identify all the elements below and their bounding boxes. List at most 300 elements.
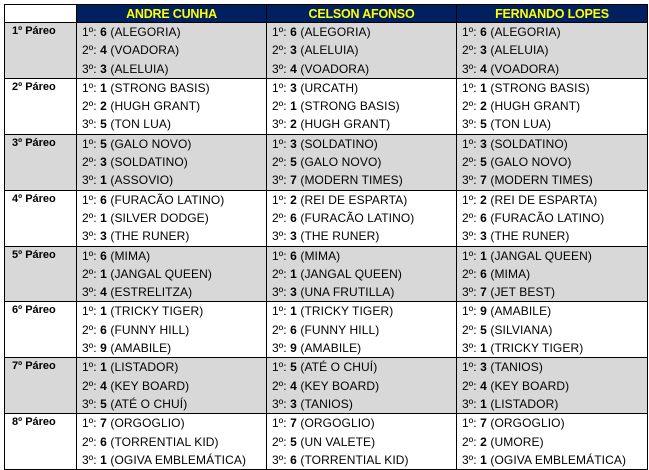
tip-cell	[267, 134, 457, 190]
horse-number: 3	[480, 360, 487, 375]
tip-cell	[267, 190, 457, 246]
tip-line	[457, 135, 647, 153]
race-row	[5, 358, 648, 414]
place-label: 3º:	[82, 285, 97, 300]
tip-line	[267, 339, 456, 357]
tip-line	[457, 79, 647, 97]
tip-line	[77, 97, 266, 115]
place-label: 2º:	[272, 210, 287, 225]
place-label: 3º:	[272, 396, 287, 411]
horse-name: (MIMA)	[110, 248, 151, 263]
horse-name: (ALELUIA)	[110, 61, 169, 76]
tip-line	[267, 227, 456, 245]
horse-name: (STRONG BASIS)	[490, 80, 590, 95]
tip-cell	[457, 414, 648, 470]
place-label: 1º:	[82, 416, 97, 431]
place-label: 3º:	[462, 341, 477, 356]
tip-line	[457, 339, 647, 357]
tip-line	[267, 247, 456, 265]
horse-number: 6	[290, 248, 297, 263]
horse-name: (VOADORA)	[110, 43, 180, 58]
tip-line	[457, 115, 647, 133]
race-row	[5, 246, 648, 302]
tip-line	[77, 433, 266, 451]
horse-number: 7	[290, 416, 297, 431]
tip-line	[457, 227, 647, 245]
horse-name: (OGIVA EMBLEMÁTICA)	[490, 452, 627, 467]
tip-line	[267, 115, 456, 133]
horse-name: (TORRENTIAL KID)	[300, 452, 409, 467]
race-label: 3º Páreo	[5, 134, 77, 190]
tip-cell	[267, 414, 457, 470]
place-label: 3º:	[272, 229, 287, 244]
horse-number: 5	[100, 136, 107, 151]
horse-name: (SILVIANA)	[490, 322, 553, 337]
place-label: 3º:	[462, 285, 477, 300]
horse-number: 6	[480, 210, 487, 225]
column-header: ANDRE CUNHA	[77, 5, 267, 23]
tip-line	[457, 265, 647, 283]
tip-line	[267, 41, 456, 59]
horse-name: (THE RUNER)	[300, 229, 380, 244]
tip-cell	[77, 78, 267, 134]
place-label: 3º:	[272, 285, 287, 300]
tip-cell	[77, 190, 267, 246]
horse-number: 9	[480, 304, 487, 319]
horse-name: (GALO NOVO)	[490, 155, 572, 170]
place-label: 1º:	[272, 416, 287, 431]
horse-number: 9	[100, 341, 107, 356]
horse-number: 1	[100, 80, 107, 95]
horse-number: 6	[290, 25, 297, 39]
horse-number: 1	[480, 341, 487, 356]
race-row	[5, 134, 648, 190]
place-label: 2º:	[272, 266, 287, 281]
horse-number: 6	[100, 25, 107, 39]
place-label: 1º:	[82, 248, 97, 263]
horse-name: (JANGAL QUEEN)	[110, 266, 212, 281]
place-label: 2º:	[462, 43, 477, 58]
horse-number: 3	[290, 136, 297, 151]
tip-cell	[77, 414, 267, 470]
horse-name: (MIMA)	[490, 266, 531, 281]
tip-line	[77, 227, 266, 245]
place-label: 3º:	[272, 341, 287, 356]
tip-cell	[77, 246, 267, 302]
tip-cell	[457, 246, 648, 302]
place-label: 2º:	[82, 322, 97, 337]
horse-number: 3	[480, 43, 487, 58]
tip-line	[77, 23, 266, 41]
tip-line	[77, 451, 266, 469]
horse-name: (ALEGORIA)	[110, 25, 181, 39]
horse-number: 4	[480, 378, 487, 393]
place-label: 2º:	[272, 434, 287, 449]
place-label: 1º:	[462, 80, 477, 95]
race-label: 2º Páreo	[5, 78, 77, 134]
tip-cell	[77, 134, 267, 190]
tip-line	[267, 302, 456, 320]
horse-name: (AMABILE)	[300, 341, 362, 356]
horse-number: 3	[290, 229, 297, 244]
place-label: 3º:	[82, 452, 97, 467]
race-row	[5, 23, 648, 79]
place-label: 1º:	[82, 25, 97, 39]
horse-name: (JANGAL QUEEN)	[490, 248, 592, 263]
horse-name: (REI DE ESPARTA)	[300, 192, 408, 207]
horse-number: 6	[290, 210, 297, 225]
place-label: 1º:	[462, 136, 477, 151]
place-label: 2º:	[82, 210, 97, 225]
horse-number: 7	[290, 173, 297, 188]
horse-number: 1	[100, 173, 107, 188]
horse-name: (OGIVA EMBLEMÁTICA)	[110, 452, 247, 467]
horse-number: 7	[480, 173, 487, 188]
horse-number: 5	[480, 117, 487, 132]
place-label: 2º:	[82, 266, 97, 281]
horse-number: 6	[290, 452, 297, 467]
horse-number: 6	[100, 248, 107, 263]
horse-name: (VOADORA)	[300, 61, 370, 76]
horse-name: (FUNNY HILL)	[300, 322, 380, 337]
horse-number: 6	[480, 25, 487, 39]
tip-cell	[457, 134, 648, 190]
horse-name: (LISTADOR)	[490, 396, 559, 411]
tip-line	[267, 377, 456, 395]
horse-number: 5	[290, 434, 297, 449]
place-label: 2º:	[272, 155, 287, 170]
horse-name: (AMABILE)	[110, 341, 172, 356]
place-label: 1º:	[272, 25, 287, 39]
tip-line	[457, 302, 647, 320]
horse-number: 7	[100, 416, 107, 431]
horse-name: (SILVER DODGE)	[110, 210, 209, 225]
horse-number: 2	[480, 192, 487, 207]
place-label: 3º:	[462, 173, 477, 188]
tip-line	[77, 339, 266, 357]
tip-line	[267, 321, 456, 339]
tip-line	[457, 153, 647, 171]
horse-name: (ALELUIA)	[300, 43, 359, 58]
race-label: 6º Páreo	[5, 302, 77, 358]
tip-line	[77, 321, 266, 339]
place-label: 1º:	[82, 304, 97, 319]
horse-name: (MODERN TIMES)	[490, 173, 593, 188]
tip-line	[267, 283, 456, 301]
horse-number: 4	[290, 61, 297, 76]
horse-number: 3	[290, 80, 297, 95]
horse-number: 1	[480, 248, 487, 263]
horse-number: 4	[290, 378, 297, 393]
horse-name: (TORRENTIAL KID)	[110, 434, 219, 449]
tip-cell	[267, 246, 457, 302]
tip-cell	[267, 23, 457, 79]
horse-name: (KEY BOARD)	[110, 378, 190, 393]
place-label: 1º:	[82, 192, 97, 207]
race-row	[5, 414, 648, 470]
horse-name: (VOADORA)	[490, 61, 560, 76]
place-label: 3º:	[462, 396, 477, 411]
horse-name: (ALEGORIA)	[300, 25, 371, 39]
horse-name: (JANGAL QUEEN)	[300, 266, 402, 281]
horse-name: (THE RUNER)	[490, 229, 570, 244]
horse-number: 1	[100, 266, 107, 281]
place-label: 3º:	[82, 61, 97, 76]
horse-name: (STRONG BASIS)	[300, 99, 400, 114]
place-label: 1º:	[462, 192, 477, 207]
horse-name: (FUNNY HILL)	[110, 322, 190, 337]
tip-cell	[77, 358, 267, 414]
place-label: 3º:	[462, 229, 477, 244]
horse-number: 2	[480, 99, 487, 114]
tip-line	[457, 41, 647, 59]
place-label: 2º:	[272, 43, 287, 58]
horse-name: (FURACÃO LATINO)	[110, 192, 225, 207]
race-label: 4º Páreo	[5, 190, 77, 246]
horse-name: (THE RUNER)	[110, 229, 190, 244]
tip-cell	[457, 190, 648, 246]
horse-name: (ALELUIA)	[490, 43, 549, 58]
horse-name: (JET BEST)	[490, 285, 556, 300]
horse-name: (ATÉ O CHUÍ)	[300, 360, 378, 375]
place-label: 2º:	[272, 99, 287, 114]
place-label: 3º:	[272, 452, 287, 467]
place-label: 1º:	[272, 248, 287, 263]
horse-number: 5	[290, 155, 297, 170]
tip-line	[267, 60, 456, 78]
tip-line	[267, 153, 456, 171]
horse-name: (TANIOS)	[490, 360, 543, 375]
place-label: 1º:	[82, 80, 97, 95]
tip-line	[457, 283, 647, 301]
horse-number: 3	[290, 396, 297, 411]
place-label: 1º:	[462, 248, 477, 263]
horse-number: 5	[480, 322, 487, 337]
place-label: 3º:	[272, 61, 287, 76]
tip-line	[267, 191, 456, 209]
horse-name: (TRICKY TIGER)	[300, 304, 394, 319]
tip-line	[77, 395, 266, 413]
horse-number: 5	[480, 155, 487, 170]
horse-number: 1	[290, 304, 297, 319]
horse-name: (TON LUA)	[110, 117, 172, 132]
horse-name: (TRICKY TIGER)	[110, 304, 204, 319]
horse-number: 1	[290, 99, 297, 114]
place-label: 3º:	[462, 452, 477, 467]
horse-name: (ALEGORIA)	[490, 25, 561, 39]
horse-name: (REI DE ESPARTA)	[490, 192, 598, 207]
tip-line	[267, 171, 456, 189]
horse-name: (KEY BOARD)	[490, 378, 570, 393]
horse-number: 5	[290, 360, 297, 375]
place-label: 2º:	[462, 99, 477, 114]
place-label: 2º:	[462, 378, 477, 393]
horse-name: (FURACÃO LATINO)	[490, 210, 605, 225]
place-label: 1º:	[272, 304, 287, 319]
place-label: 2º:	[462, 322, 477, 337]
tip-line	[457, 414, 647, 432]
horse-number: 2	[290, 117, 297, 132]
tip-line	[77, 265, 266, 283]
place-label: 2º:	[462, 266, 477, 281]
corner-cell	[5, 5, 77, 23]
tip-line	[457, 321, 647, 339]
tip-line	[457, 377, 647, 395]
tip-line	[267, 451, 456, 469]
column-header: CELSON AFONSO	[267, 5, 457, 23]
horse-name: (GALO NOVO)	[110, 136, 192, 151]
tip-line	[267, 395, 456, 413]
tip-line	[77, 41, 266, 59]
place-label: 2º:	[462, 434, 477, 449]
horse-name: (FURACÃO LATINO)	[300, 210, 415, 225]
tip-line	[457, 171, 647, 189]
race-label: 8º Páreo	[5, 414, 77, 470]
place-label: 2º:	[82, 99, 97, 114]
tip-line	[267, 414, 456, 432]
horse-name: (TON LUA)	[490, 117, 552, 132]
tip-line	[267, 209, 456, 227]
tip-line	[457, 358, 647, 376]
horse-name: (UNA FRUTILLA)	[300, 285, 395, 300]
races-body	[5, 23, 648, 470]
tip-line	[267, 97, 456, 115]
horse-number: 6	[480, 266, 487, 281]
place-label: 2º:	[272, 322, 287, 337]
horse-name: (ASSOVIO)	[110, 173, 174, 188]
horse-name: (ORGOGLIO)	[110, 416, 185, 431]
tip-line	[267, 79, 456, 97]
place-label: 2º:	[82, 378, 97, 393]
horse-name: (UMORE)	[490, 434, 544, 449]
race-label: 1º Páreo	[5, 23, 77, 79]
horse-number: 5	[100, 117, 107, 132]
horse-name: (ORGOGLIO)	[490, 416, 565, 431]
horse-name: (SOLDATINO)	[490, 136, 568, 151]
tip-cell	[457, 78, 648, 134]
race-row	[5, 190, 648, 246]
horse-number: 6	[100, 322, 107, 337]
place-label: 3º:	[462, 117, 477, 132]
horse-name: (ATÉ O CHUÍ)	[110, 396, 188, 411]
place-label: 1º:	[272, 360, 287, 375]
tip-cell	[267, 302, 457, 358]
horse-number: 7	[480, 285, 487, 300]
horse-number: 1	[480, 452, 487, 467]
tip-line	[77, 358, 266, 376]
horse-name: (UN VALETE)	[300, 434, 376, 449]
tip-line	[457, 191, 647, 209]
place-label: 1º:	[462, 416, 477, 431]
place-label: 3º:	[82, 396, 97, 411]
place-label: 3º:	[82, 117, 97, 132]
horse-number: 4	[480, 61, 487, 76]
place-label: 1º:	[272, 192, 287, 207]
horse-number: 1	[100, 452, 107, 467]
horse-number: 1	[100, 360, 107, 375]
place-label: 2º:	[82, 434, 97, 449]
place-label: 1º:	[272, 80, 287, 95]
place-label: 2º:	[82, 43, 97, 58]
tip-line	[77, 79, 266, 97]
place-label: 3º:	[82, 229, 97, 244]
horse-number: 3	[480, 136, 487, 151]
tip-line	[457, 23, 647, 41]
tip-cell	[457, 23, 648, 79]
tip-line	[77, 377, 266, 395]
tip-line	[457, 433, 647, 451]
horse-name: (HUGH GRANT)	[300, 117, 391, 132]
tip-line	[457, 209, 647, 227]
place-label: 1º:	[462, 25, 477, 39]
horse-name: (STRONG BASIS)	[110, 80, 210, 95]
tip-line	[457, 395, 647, 413]
place-label: 3º:	[82, 341, 97, 356]
horse-number: 1	[480, 396, 487, 411]
horse-number: 3	[100, 155, 107, 170]
tip-cell	[267, 78, 457, 134]
horse-name: (SOLDATINO)	[110, 155, 188, 170]
horse-number: 6	[290, 322, 297, 337]
horse-name: (SOLDATINO)	[300, 136, 378, 151]
horse-name: (HUGH GRANT)	[110, 99, 201, 114]
horse-number: 6	[100, 192, 107, 207]
horse-name: (GALO NOVO)	[300, 155, 382, 170]
horse-number: 3	[290, 43, 297, 58]
tip-cell	[77, 23, 267, 79]
horse-number: 4	[100, 43, 107, 58]
tip-line	[77, 414, 266, 432]
horse-name: (LISTADOR)	[110, 360, 179, 375]
tip-line	[77, 247, 266, 265]
place-label: 3º:	[272, 117, 287, 132]
place-label: 1º:	[82, 136, 97, 151]
horse-name: (URCATH)	[300, 80, 359, 95]
horse-number: 5	[100, 396, 107, 411]
tip-line	[267, 358, 456, 376]
race-label: 5º Páreo	[5, 246, 77, 302]
tip-line	[77, 171, 266, 189]
place-label: 2º:	[462, 155, 477, 170]
tip-line	[77, 115, 266, 133]
race-label: 7º Páreo	[5, 358, 77, 414]
tip-line	[457, 451, 647, 469]
tip-cell	[267, 358, 457, 414]
horse-name: (AMABILE)	[490, 304, 552, 319]
tip-line	[457, 97, 647, 115]
tip-line	[77, 209, 266, 227]
horse-number: 1	[290, 266, 297, 281]
horse-number: 7	[480, 416, 487, 431]
place-label: 2º:	[272, 378, 287, 393]
tip-line	[77, 302, 266, 320]
horse-name: (TANIOS)	[300, 396, 353, 411]
horse-number: 4	[100, 285, 107, 300]
place-label: 2º:	[82, 155, 97, 170]
horse-number: 2	[480, 434, 487, 449]
tip-line	[77, 191, 266, 209]
tip-line	[267, 23, 456, 41]
horse-number: 1	[100, 304, 107, 319]
horse-number: 3	[480, 229, 487, 244]
horse-name: (ESTRELITZA)	[110, 285, 193, 300]
place-label: 3º:	[272, 173, 287, 188]
place-label: 3º:	[82, 173, 97, 188]
tip-cell	[457, 302, 648, 358]
horse-number: 3	[100, 61, 107, 76]
horse-number: 6	[100, 434, 107, 449]
horse-number: 2	[100, 99, 107, 114]
